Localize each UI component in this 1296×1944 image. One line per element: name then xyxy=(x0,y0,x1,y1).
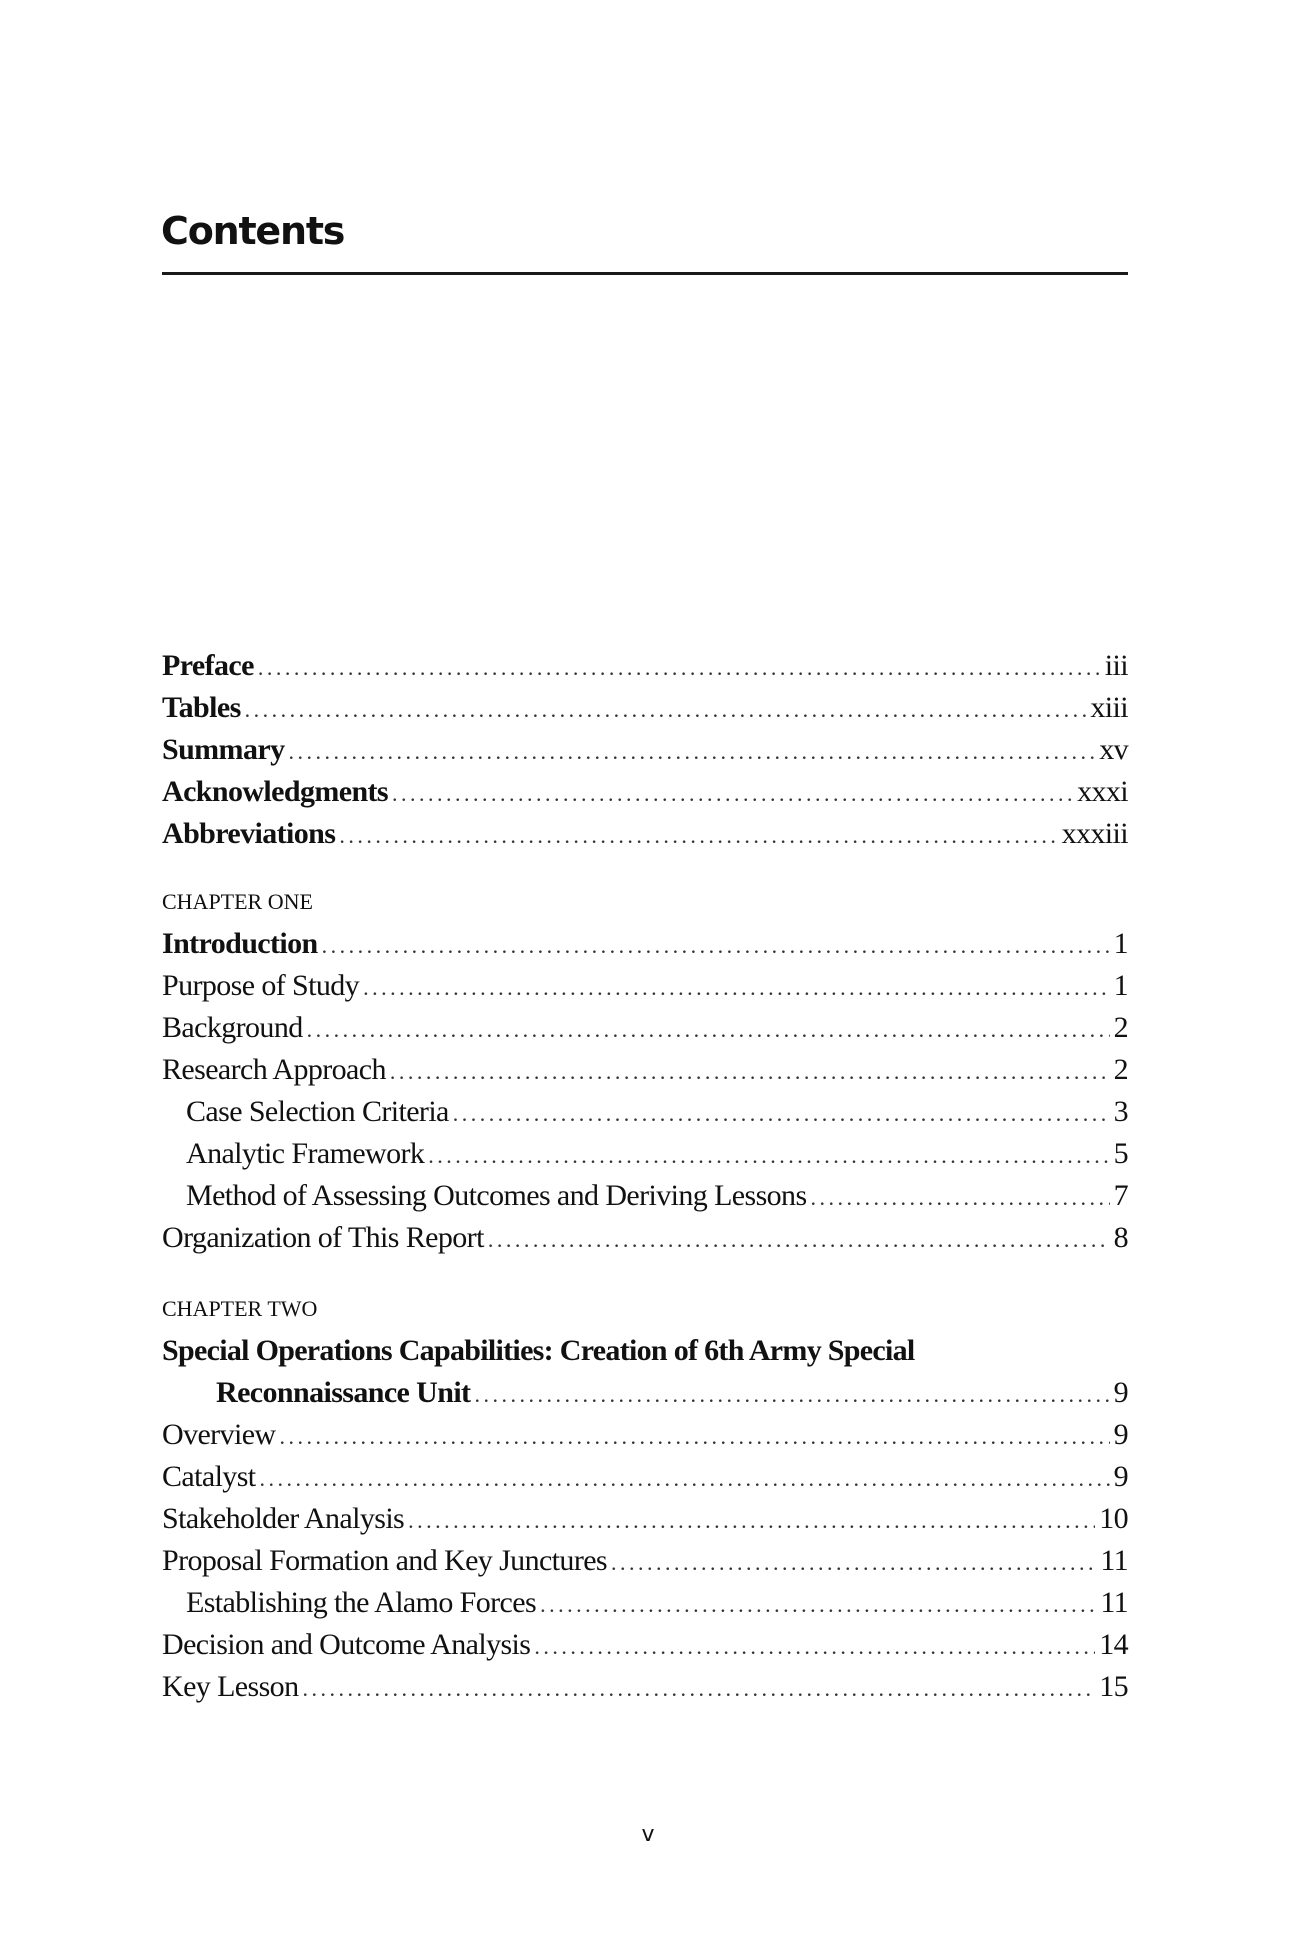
page-number: v xyxy=(641,1822,655,1847)
toc-entry-page: 9 xyxy=(1113,1376,1128,1409)
toc-entry-label: Case Selection Criteria xyxy=(186,1095,449,1128)
toc-entry-page: 1 xyxy=(1113,927,1128,960)
leader-dots xyxy=(288,731,1095,773)
toc-entry-page: 9 xyxy=(1113,1418,1128,1451)
toc-entry-label: Overview xyxy=(162,1418,276,1451)
toc-entry-label: Background xyxy=(162,1011,303,1044)
toc-entry-page: xiii xyxy=(1090,691,1128,724)
toc-entry-abbreviations[interactable] xyxy=(162,813,1128,855)
toc-entry-organization-of-report[interactable] xyxy=(162,1217,1128,1259)
toc-entry-analytic-framework[interactable] xyxy=(162,1133,1128,1175)
toc-entry-label: Research Approach xyxy=(162,1053,386,1086)
toc-entry-page: xxxiii xyxy=(1061,817,1128,850)
toc-entry-page: 15 xyxy=(1099,1670,1128,1703)
leader-dots xyxy=(408,1500,1095,1542)
toc-entry-label: Analytic Framework xyxy=(186,1137,425,1170)
toc-entry-label: Tables xyxy=(162,691,241,724)
toc-entry-label: Organization of This Report xyxy=(162,1221,484,1254)
leader-dots xyxy=(488,1219,1110,1261)
toc-entry-establishing-alamo-forces[interactable] xyxy=(162,1582,1128,1624)
toc-entry-key-lesson[interactable] xyxy=(162,1666,1128,1708)
toc-entry-label: Acknowledgments xyxy=(162,775,389,808)
toc-entry-page: 7 xyxy=(1113,1179,1128,1212)
toc-entry-page: iii xyxy=(1104,649,1128,682)
leader-dots xyxy=(811,1177,1110,1219)
toc-entry-preface[interactable] xyxy=(162,645,1128,687)
toc-entry-stakeholder-analysis[interactable] xyxy=(162,1498,1128,1540)
leader-dots xyxy=(474,1374,1109,1416)
toc-entry-label: Summary xyxy=(162,733,285,766)
toc-entry-label: Decision and Outcome Analysis xyxy=(162,1628,531,1661)
leader-dots xyxy=(363,967,1110,1009)
toc-entry-tables[interactable] xyxy=(162,687,1128,729)
leader-dots xyxy=(453,1093,1110,1135)
leader-dots xyxy=(534,1626,1095,1668)
toc-entry-page: 1 xyxy=(1113,969,1128,1002)
toc-entry-page: xv xyxy=(1099,733,1128,766)
toc-entry-research-approach[interactable] xyxy=(162,1049,1128,1091)
toc-entry-acknowledgments[interactable] xyxy=(162,771,1128,813)
toc-entry-label: Proposal Formation and Key Junctures xyxy=(162,1544,607,1577)
leader-dots xyxy=(540,1584,1096,1626)
toc-entry-proposal-formation[interactable] xyxy=(162,1540,1128,1582)
toc-entry-label: Purpose of Study xyxy=(162,969,360,1002)
toc-entry-decision-and-outcome[interactable] xyxy=(162,1624,1128,1666)
toc-entry-page: xxxi xyxy=(1077,775,1128,808)
leader-dots xyxy=(258,647,1101,689)
table-of-contents xyxy=(162,645,1128,1708)
toc-entry-label: Key Lesson xyxy=(162,1670,299,1703)
leader-dots xyxy=(307,1009,1110,1051)
toc-entry-introduction[interactable] xyxy=(162,923,1128,965)
toc-entry-label: Stakeholder Analysis xyxy=(162,1502,405,1535)
toc-entry-background[interactable] xyxy=(162,1007,1128,1049)
toc-entry-chapter-two-title-cont[interactable] xyxy=(162,1372,1128,1414)
toc-entry-catalyst[interactable] xyxy=(162,1456,1128,1498)
toc-entry-summary[interactable] xyxy=(162,729,1128,771)
toc-entry-case-selection-criteria[interactable] xyxy=(162,1091,1128,1133)
leader-dots xyxy=(322,925,1110,967)
toc-entry-page: 10 xyxy=(1099,1502,1128,1535)
chapter-two-label: CHAPTER TWO xyxy=(162,1296,318,1321)
toc-entry-overview[interactable] xyxy=(162,1414,1128,1456)
toc-entry-label: Method of Assessing Outcomes and Deriving Lessons xyxy=(186,1179,807,1212)
toc-entry-label: Reconnaissance Unit xyxy=(216,1376,471,1409)
toc-entry-page: 5 xyxy=(1113,1137,1128,1170)
title-rule xyxy=(162,272,1128,275)
leader-dots xyxy=(280,1416,1110,1458)
leader-dots xyxy=(339,815,1057,857)
toc-entry-page: 11 xyxy=(1100,1586,1128,1619)
leader-dots xyxy=(611,1542,1096,1584)
toc-entry-page: 11 xyxy=(1100,1544,1128,1577)
leader-dots xyxy=(392,773,1073,815)
leader-dots xyxy=(390,1051,1110,1093)
leader-dots xyxy=(260,1458,1110,1500)
toc-entry-label: Establishing the Alamo Forces xyxy=(186,1586,537,1619)
chapter-one-label: CHAPTER ONE xyxy=(162,889,313,914)
toc-entry-label: Catalyst xyxy=(162,1460,256,1493)
toc-entry-page: 9 xyxy=(1113,1460,1128,1493)
leader-dots xyxy=(245,689,1087,731)
leader-dots xyxy=(302,1668,1095,1710)
toc-entry-page: 14 xyxy=(1099,1628,1128,1661)
page-title: Contents xyxy=(161,209,345,253)
leader-dots xyxy=(428,1135,1109,1177)
chapter-two-title[interactable]: Special Operations Capabilities: Creation of 6th Army Special xyxy=(162,1334,915,1367)
toc-entry-page: 2 xyxy=(1113,1011,1128,1044)
toc-entry-page: 3 xyxy=(1113,1095,1128,1128)
toc-entry-label: Introduction xyxy=(162,927,318,960)
toc-entry-page: 2 xyxy=(1113,1053,1128,1086)
toc-entry-purpose-of-study[interactable] xyxy=(162,965,1128,1007)
toc-entry-label: Preface xyxy=(162,649,254,682)
toc-entry-method-of-assessing[interactable] xyxy=(162,1175,1128,1217)
toc-entry-label: Abbreviations xyxy=(162,817,336,850)
toc-entry-page: 8 xyxy=(1113,1221,1128,1254)
